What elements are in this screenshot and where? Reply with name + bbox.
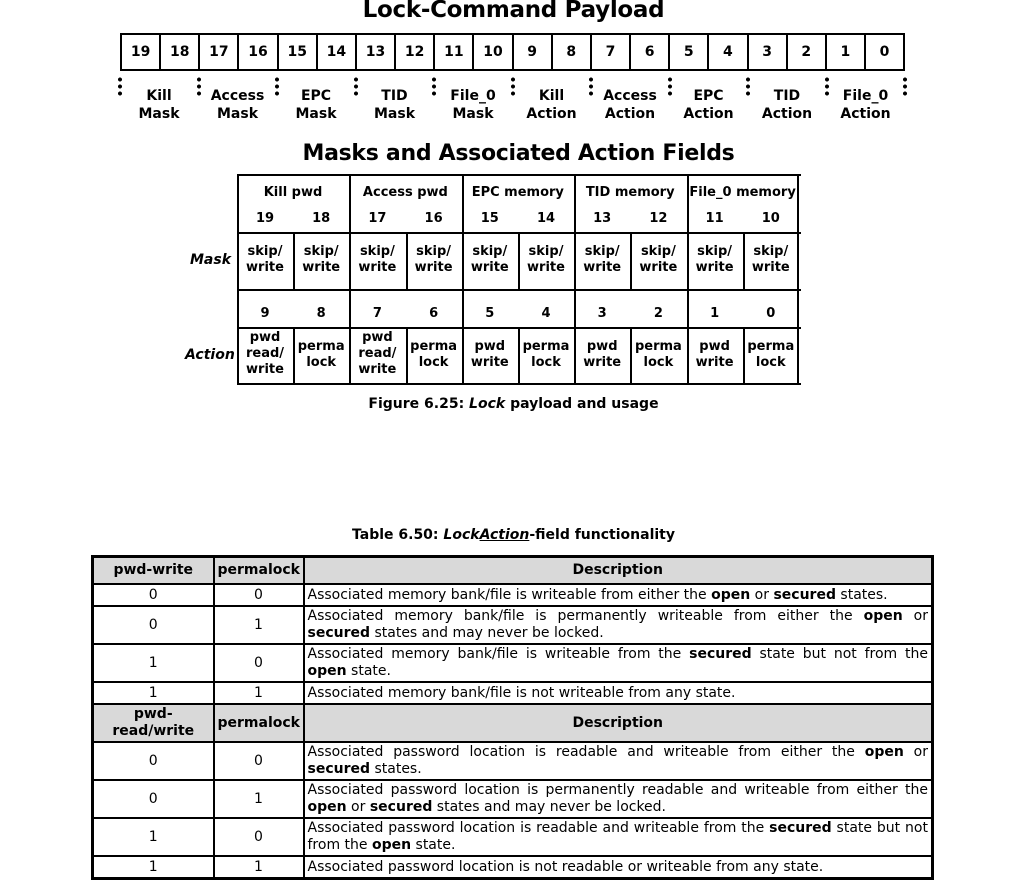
payload-field-label-line1: TID: [773, 88, 801, 104]
table-cell-value: 1: [214, 856, 304, 879]
action-cell-line: perma: [410, 339, 458, 354]
table-cell-value: 1: [93, 682, 214, 704]
description-text: states.: [835, 586, 888, 603]
table-cell-value: 1: [93, 818, 214, 856]
payload-bit-cell: 7: [592, 35, 631, 69]
payload-bit-cell: 11: [435, 35, 474, 69]
payload-field-label: [670, 87, 748, 123]
state-keyword: secured: [769, 820, 832, 836]
figure-caption: [0, 396, 1017, 412]
action-cell-line: read/: [358, 346, 397, 361]
action-cell: [743, 339, 799, 371]
table-header-cell: Description: [304, 704, 933, 742]
description-text: or: [902, 608, 928, 624]
mask-cell: [518, 244, 574, 276]
mask-cell: [687, 244, 743, 276]
action-field-table: [91, 555, 934, 880]
mask-bit-number: 13: [593, 211, 612, 226]
payload-field-label: [827, 87, 905, 123]
table-cell-value: 0: [93, 742, 214, 780]
action-cell: [630, 339, 686, 371]
table-row: [93, 606, 933, 644]
payload-bit-cell: 12: [396, 35, 435, 69]
action-cell-line: write: [695, 355, 734, 370]
payload-bit-cell: 13: [357, 35, 396, 69]
mask-cell-line1: skip/: [416, 244, 452, 259]
payload-bit-cell: 18: [161, 35, 200, 69]
mask-cell-line1: skip/: [697, 244, 733, 259]
payload-field-label-line2: Action: [526, 106, 577, 122]
description-text: Associated password location is readable and writeable from either the: [307, 744, 865, 760]
table-cell-description: [304, 742, 933, 780]
description-text: Associated memory bank/file is writeable from either the: [307, 586, 712, 603]
payload-field-label: [434, 87, 512, 123]
action-cell-line: perma: [522, 339, 570, 354]
payload-field-label-line2: Action: [840, 106, 891, 122]
payload-field-label-line2: Mask: [295, 106, 337, 122]
mask-cell-line2: write: [695, 260, 734, 275]
grid-line: [237, 289, 801, 291]
action-cell-line: write: [583, 355, 622, 370]
mask-bit-number: 17: [368, 211, 387, 226]
table-cell-value: 1: [93, 644, 214, 682]
action-bit-number: 9: [260, 306, 270, 321]
grid-line: [237, 383, 801, 385]
action-bit-number: 1: [710, 306, 720, 321]
table-caption: [0, 527, 1017, 543]
payload-field-label: [120, 87, 198, 123]
payload-field-label: [356, 87, 434, 123]
masks-title: Masks and Associated Action Fields: [302, 141, 735, 166]
payload-field-label-line2: Mask: [216, 106, 259, 122]
table-cell-value: 0: [93, 606, 214, 644]
masks-action-grid: [237, 174, 801, 385]
action-cell: [462, 339, 518, 371]
payload-field-label-line2: Mask: [373, 106, 416, 122]
action-cell-line: perma: [297, 339, 345, 354]
table-header-cell: Description: [304, 557, 933, 585]
payload-bit-cell: 1: [827, 35, 866, 69]
state-keyword: secured: [307, 761, 371, 777]
mask-cell-line1: skip/: [359, 244, 395, 259]
payload-field-label: [748, 87, 826, 123]
table-header-cell: permalock: [214, 704, 304, 742]
state-keyword: secured: [307, 625, 371, 641]
table-cell-value: 1: [214, 606, 304, 644]
table-caption-underlined: Action: [479, 527, 530, 543]
action-field-table-body: [93, 557, 933, 879]
description-text: or: [903, 744, 928, 760]
payload-field-label-line1: Access: [603, 88, 657, 104]
mask-cell: [462, 244, 518, 276]
figure-caption-italic: Lock: [469, 396, 506, 412]
payload-bit-cell: 6: [631, 35, 670, 69]
payload-field-label-line2: Action: [683, 106, 734, 122]
table-caption-italic: Lock: [443, 527, 480, 543]
table-cell-value: 0: [214, 584, 304, 606]
table-row: [93, 584, 933, 606]
table-header-cell: permalock: [214, 557, 304, 585]
mask-group-label: Access pwd: [362, 185, 448, 200]
action-bit-number: 0: [766, 306, 776, 321]
payload-bit-cell: 9: [514, 35, 553, 69]
mask-row-label: Mask: [190, 252, 232, 268]
action-cell-line: lock: [755, 355, 786, 370]
payload-bit-cell: 15: [279, 35, 318, 69]
payload-field-label-line1: File_0: [450, 88, 496, 104]
mask-cell-line2: write: [639, 260, 678, 275]
table-cell-description: [304, 584, 933, 606]
mask-cell-line2: write: [470, 260, 509, 275]
action-cell: [518, 339, 574, 371]
table-header-cell: pwd-read/write: [93, 704, 214, 742]
action-cell: [349, 330, 405, 378]
mask-cell: [574, 244, 630, 276]
table-cell-value: 1: [214, 682, 304, 704]
action-cell-line: pwd: [699, 339, 730, 354]
payload-field-label: [199, 87, 277, 123]
mask-bit-number: 19: [255, 211, 275, 226]
state-keyword: secured: [689, 646, 752, 662]
payload-bit-cell: 16: [239, 35, 278, 69]
action-bit-number: 4: [541, 306, 551, 321]
payload-bit-row: [120, 33, 905, 71]
table-row: [93, 742, 933, 780]
payload-field-label: [513, 87, 591, 123]
payload-title: Lock-Command Payload: [362, 0, 665, 23]
action-cell-line: perma: [747, 339, 795, 354]
action-cell-line: read/: [245, 346, 285, 361]
mask-bit-number: 15: [480, 211, 499, 226]
action-bit-number: 3: [597, 306, 607, 321]
mask-bit-number: 14: [536, 211, 556, 226]
mask-cell: [630, 244, 686, 276]
mask-bit-number: 10: [761, 211, 780, 226]
action-cell-line: pwd: [362, 330, 393, 345]
mask-cell-line1: skip/: [247, 244, 283, 259]
table-header-cell: pwd-write: [93, 557, 214, 585]
mask-cell-line1: skip/: [528, 244, 564, 259]
state-keyword: open: [307, 799, 347, 815]
mask-cell-line2: write: [583, 260, 622, 275]
table-cell-value: 1: [214, 780, 304, 818]
description-text: Associated password location is readable and writeable from the: [307, 820, 770, 836]
state-keyword: secured: [773, 586, 836, 603]
mask-cell-line1: skip/: [472, 244, 508, 259]
action-cell-line: write: [246, 362, 284, 377]
action-cell: [574, 339, 630, 371]
table-header-row: [93, 557, 933, 585]
action-cell-line: write: [470, 355, 509, 370]
mask-cell-line2: write: [751, 260, 790, 275]
payload-field-label: [277, 87, 355, 123]
mask-bit-number: 18: [312, 211, 331, 226]
table-cell-value: 0: [214, 644, 304, 682]
payload-bit-cell: 2: [788, 35, 827, 69]
payload-field-label: [591, 87, 669, 123]
action-cell: [237, 330, 293, 378]
mask-group-label: File_0 memory: [689, 185, 796, 200]
action-cell-line: pwd: [249, 330, 281, 345]
table-header-row: [93, 704, 933, 742]
mask-group-label: Kill pwd: [263, 185, 323, 200]
action-cell-line: write: [358, 362, 397, 377]
table-row: [93, 856, 933, 879]
payload-field-label-line2: Action: [761, 106, 813, 122]
payload-bit-cell: 8: [553, 35, 592, 69]
action-cell-line: lock: [643, 355, 674, 370]
description-text: state.: [411, 837, 456, 853]
description-text: state but not from the: [751, 646, 928, 662]
mask-cell: [743, 244, 799, 276]
action-bit-number: 7: [372, 306, 382, 321]
mask-bit-number: 11: [705, 211, 724, 226]
description-text: Associated password location is permanently readable and writeable from either the: [307, 782, 928, 798]
description-text: states.: [370, 761, 422, 777]
description-text: state but not from the: [307, 820, 928, 853]
mask-cell-line1: skip/: [303, 244, 339, 259]
table-caption-suffix: -field functionality: [529, 527, 675, 543]
table-cell-description: [304, 682, 933, 704]
table-cell-value: 1: [93, 856, 214, 879]
table-cell-description: [304, 780, 933, 818]
figure-caption-prefix: Figure 6.25:: [368, 396, 470, 412]
mask-cell-line2: write: [358, 260, 397, 275]
action-cell-line: lock: [418, 355, 449, 370]
description-text: Associated memory bank/file is not writeable from any state.: [307, 684, 736, 701]
table-cell-description: [304, 644, 933, 682]
payload-bit-cell: 10: [474, 35, 513, 69]
table-cell-value: 0: [214, 818, 304, 856]
mask-cell-line2: write: [302, 260, 341, 275]
grid-line: [237, 327, 801, 329]
payload-bit-cell: 0: [879, 44, 890, 60]
payload-field-label-line1: EPC: [693, 88, 724, 104]
table-cell-value: 0: [214, 742, 304, 780]
description-text: or: [750, 586, 774, 603]
mask-cell: [293, 244, 349, 276]
mask-cell: [406, 244, 462, 276]
description-text: states and may never be locked.: [432, 799, 667, 815]
action-bit-number: 6: [429, 306, 439, 321]
action-cell-line: pwd: [474, 339, 506, 354]
description-text: or: [346, 799, 370, 815]
mask-cell-line1: skip/: [640, 244, 676, 259]
action-bit-number: 8: [316, 306, 326, 321]
action-bit-number: 2: [653, 306, 663, 321]
table-cell-value: 0: [93, 584, 214, 606]
action-cell: [406, 339, 462, 371]
table-cell-description: [304, 818, 933, 856]
table-cell-description: [304, 606, 933, 644]
payload-bit-cell: 3: [749, 35, 788, 69]
mask-cell: [237, 244, 293, 276]
mask-group-label: TID memory: [585, 185, 675, 200]
mask-bit-number: 16: [424, 211, 443, 226]
payload-field-label-line1: EPC: [300, 88, 332, 104]
state-keyword: open: [863, 608, 903, 624]
description-text: Associated memory bank/file is permanently writeable from either the: [307, 608, 864, 624]
action-cell: [687, 339, 743, 371]
description-text: Associated password location is not readable or writeable from any state.: [307, 858, 824, 875]
state-keyword: open: [307, 663, 347, 679]
table-row: [93, 644, 933, 682]
description-text: Associated memory bank/file is writeable from the: [307, 646, 690, 662]
description-text: states and may never be locked.: [370, 625, 604, 641]
payload-field-label-line1: Kill: [146, 88, 172, 104]
table-row: [93, 780, 933, 818]
mask-cell-line2: write: [246, 260, 284, 275]
grid-line: [237, 174, 801, 176]
action-cell-line: perma: [634, 339, 682, 354]
table-cell-value: 0: [93, 780, 214, 818]
action-row-label: Action: [185, 347, 235, 363]
state-keyword: secured: [369, 799, 433, 815]
payload-field-label-line2: Mask: [138, 106, 180, 122]
mask-cell-line2: write: [414, 260, 453, 275]
action-cell-line: lock: [531, 355, 561, 370]
payload-bit-cell: 14: [318, 35, 357, 69]
payload-field-label-line1: TID: [381, 88, 408, 104]
figure-caption-suffix: payload and usage: [505, 396, 659, 412]
action-bit-number: 5: [485, 306, 495, 321]
table-row: [93, 818, 933, 856]
table-caption-prefix: Table 6.50:: [352, 527, 444, 543]
mask-cell-line1: skip/: [753, 244, 789, 259]
table-cell-description: [304, 856, 933, 879]
action-cell: [293, 339, 349, 371]
state-keyword: open: [711, 586, 751, 603]
action-cell-line: pwd: [586, 339, 618, 354]
payload-field-label-line2: Mask: [452, 106, 494, 122]
payload-field-label-line1: File_0: [842, 88, 889, 104]
payload-bit-cell: 17: [200, 35, 239, 69]
payload-bit-cell: 5: [670, 35, 709, 69]
payload-bit-cell: 4: [709, 35, 748, 69]
payload-bit-cell: 19: [122, 35, 161, 69]
payload-field-label-line1: Kill: [538, 88, 565, 104]
payload-field-label-line1: Access: [210, 88, 265, 104]
mask-bit-number: 12: [649, 211, 668, 226]
mask-cell-line1: skip/: [584, 244, 620, 259]
description-text: state.: [346, 663, 391, 679]
state-keyword: open: [864, 744, 904, 760]
payload-field-label-line2: Action: [604, 106, 656, 122]
state-keyword: open: [371, 837, 412, 853]
mask-cell-line2: write: [527, 260, 565, 275]
action-cell-line: lock: [306, 355, 337, 370]
table-row: [93, 682, 933, 704]
mask-group-label: EPC memory: [471, 185, 564, 200]
mask-cell: [349, 244, 405, 276]
grid-line: [237, 232, 801, 234]
